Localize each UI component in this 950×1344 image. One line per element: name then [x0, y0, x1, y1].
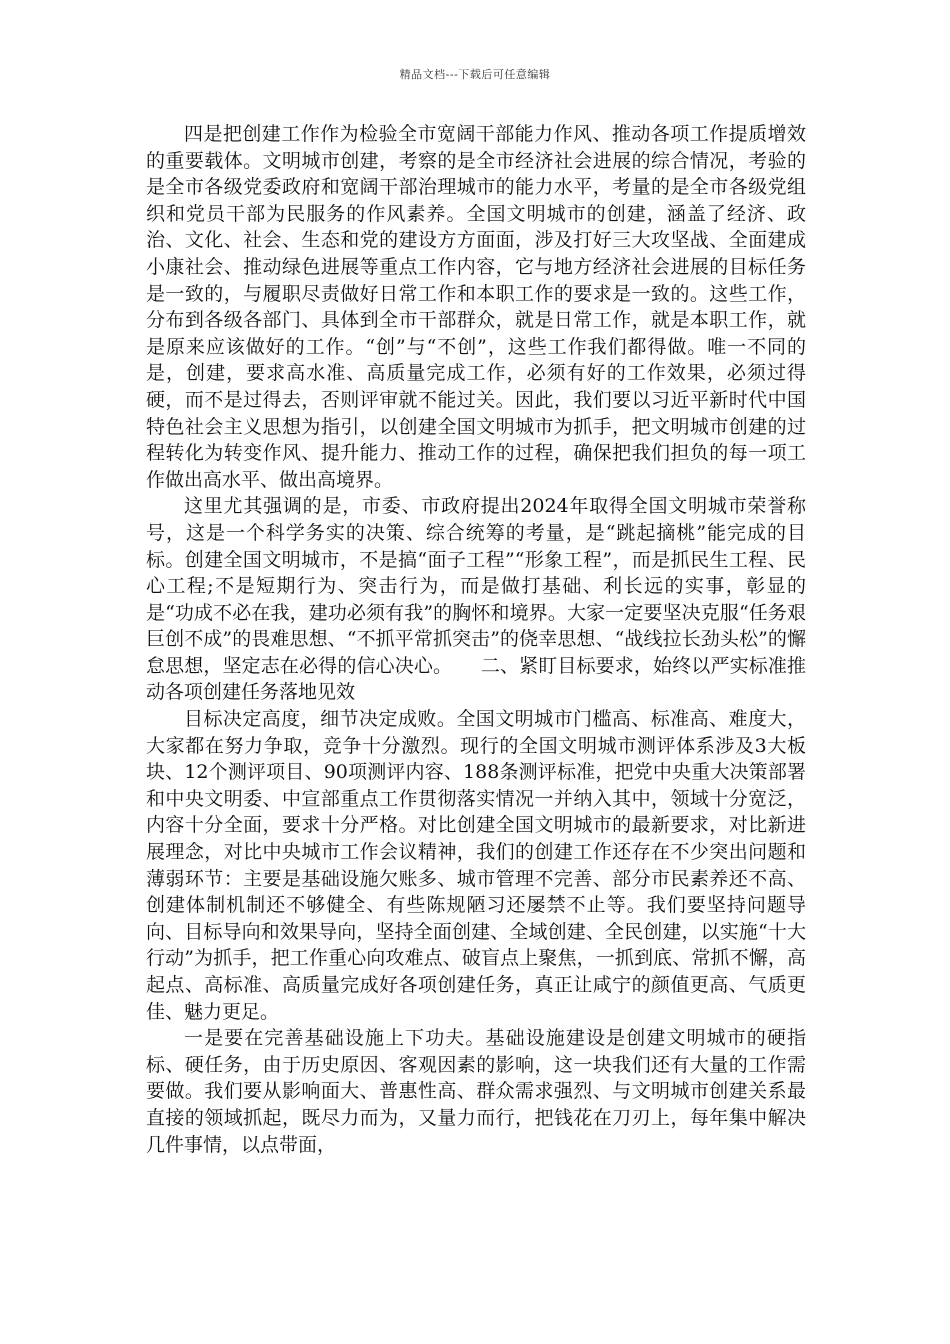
page-header: 精品文档---下载后可任意编辑 [399, 68, 551, 81]
document-body [146, 121, 806, 1158]
paragraph: 这里尤其强调的是，市委、市政府提出2024年取得全国文明城市荣誉称号，这是一个科学务实的决策、综合统筹的考量，是“跳起摘桃”能完成的目标。创建全国文明城市，不是搞“面子工程”“形象工程”，而是抓民生工程、民心工程;不是短期行为、突击行为，而是做打基础、利长远的实事，彰显的是“功成不必在我，建功必须有我”的胸怀和境界。大家一定要坚决克服“任务艰巨创不成”的畏难思想、“不抓平常抓突击”的侥幸思想、“战线拉长劲头松”的懈怠思想，坚定志在必得的信心决心。 二、紧盯目标要求，始终以严实标准推动各项创建任务落地见效 [146, 495, 806, 704]
paragraph: 目标决定高度，细节决定成败。全国文明城市门槛高、标准高、难度大，大家都在努力争取，竞争十分激烈。现行的全国文明城市测评体系涉及3大板块、12个测评项目、90项测评内容、188条测评标准，把党中央重大决策部署和中央文明委、中宣部重点工作贯彻落实情况一并纳入其中，领域十分宽泛，内容十分全面，要求十分严格。对比创建全国文明城市的最新要求，对比新进展理念，对比中央城市工作会议精神，我们的创建工作还存在不少突出问题和薄弱环节：主要是基础设施欠账多、城市管理不完善、部分市民素养还不高、创建体制机制还不够健全、有些陈规陋习还屡禁不止等。我们要坚持问题导向、目标导向和效果导向，坚持全面创建、全域创建、全民创建，以实施“十大行动”为抓手，把工作重心向攻难点、破盲点上聚焦，一抓到底、常抓不懈，高起点、高标准、高质量完成好各项创建任务，真正让咸宁的颜值更高、气质更佳、魅力更足。 [146, 708, 806, 1023]
paragraph: 一是要在完善基础设施上下功夫。基础设施建设是创建文明城市的硬指标、硬任务，由于历史原因、客观因素的影响，这一块我们还有大量的工作需要做。我们要从影响面大、普惠性高、群众需求强烈、与文明城市创建关系最直接的领域抓起，既尽力而为，又量力而行，把钱花在刀刃上，每年集中解决几件事情，以点带面， [146, 1027, 806, 1156]
paragraph: 四是把创建工作作为检验全市宽阔干部能力作风、推动各项工作提质增效的重要载体。文明城市创建，考察的是全市经济社会进展的综合情况，考验的是全市各级党委政府和宽阔干部治理城市的能力水平，考量的是全市各级党组织和党员干部为民服务的作风素养。全国文明城市的创建，涵盖了经济、政治、文化、社会、生态和党的建设方方面面，涉及打好三大攻坚战、全面建成小康社会、推动绿色进展等重点工作内容，它与地方经济社会进展的目标任务是一致的，与履职尽责做好日常工作和本职工作的要求是一致的。这些工作，分布到各级各部门、具体到全市干部群众，就是日常工作，就是本职工作，就是原来应该做好的工作。“创”与“不创”，这些工作我们都得做。唯一不同的是，创建，要求高水准、高质量完成工作，必须有好的工作效果，必须过得硬，而不是过得去，否则评审就不能过关。因此，我们要以习近平新时代中国特色社会主义思想为指引，以创建全国文明城市为抓手，把文明城市创建的过程转化为转变作风、提升能力、推动工作的过程，确保把我们担负的每一项工作做出高水平、做出高境界。 [146, 123, 806, 491]
